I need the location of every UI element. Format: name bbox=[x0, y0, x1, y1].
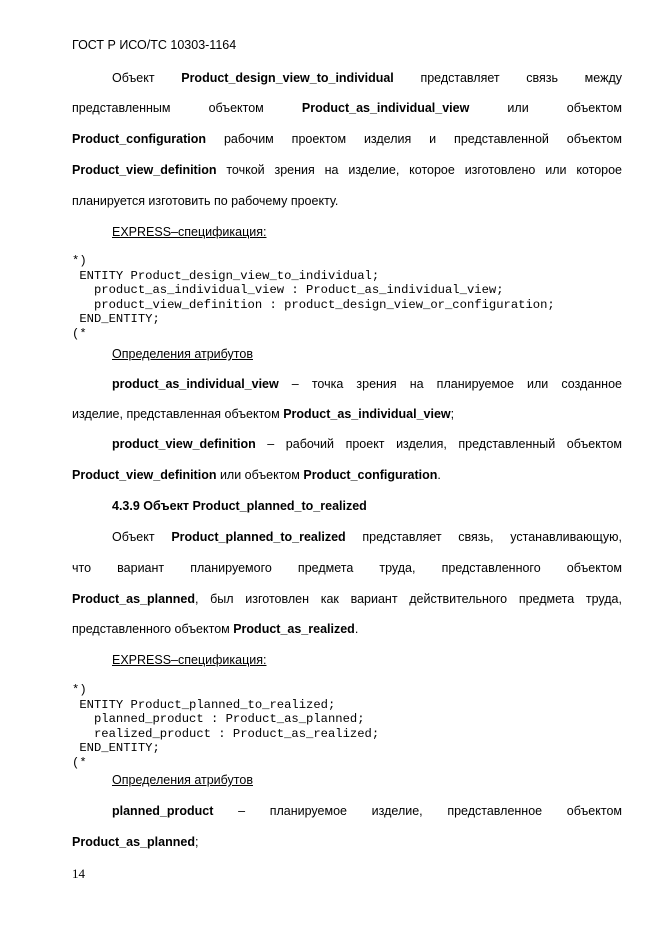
para1-line1: Объект Product_design_view_to_individual представляет связь между bbox=[112, 71, 622, 85]
para1-line3: Product_configuration рабочим проектом изделия и представленной объектом bbox=[72, 132, 622, 146]
para1-line5: планируется изготовить по рабочему проекту. bbox=[72, 194, 339, 208]
attr2-line2: Product_view_definition или объектом Product_configuration. bbox=[72, 468, 441, 482]
attr3-line2: Product_as_planned; bbox=[72, 835, 199, 849]
section-heading: 4.3.9 Объект Product_planned_to_realized bbox=[112, 499, 367, 513]
attr2-line1: product_view_definition – рабочий проект изделия, представленный объектом bbox=[112, 437, 622, 451]
attribute-definitions-label-1: Определения атрибутов bbox=[112, 347, 253, 361]
para1-line4: Product_view_definition точкой зрения на изделие, которое изготовлено или которое bbox=[72, 163, 622, 177]
para1-line2: представленным объектом Product_as_individual_view или объектом bbox=[72, 101, 622, 115]
attr1-line1: product_as_individual_view – точка зрения на планируемое или созданное bbox=[112, 377, 622, 391]
express-spec-label-2: EXPRESS–спецификация: bbox=[112, 653, 267, 667]
para2-line4: представленного объектом Product_as_realized. bbox=[72, 622, 359, 636]
para2-line2: что вариант планируемого предмета труда, представленного объектом bbox=[72, 561, 622, 575]
express-code-2: *) ENTITY Product_planned_to_realized; planned_product : Product_as_planned; realized_product : Product_as_realized; END_ENTITY; (* bbox=[72, 683, 380, 770]
attribute-definitions-label-2: Определения атрибутов bbox=[112, 773, 253, 787]
attr3-line1: planned_product – планируемое изделие, представленное объектом bbox=[112, 804, 622, 818]
document-header: ГОСТ Р ИСО/ТС 10303-1164 bbox=[72, 38, 237, 52]
para2-line1: Объект Product_planned_to_realized представляет связь, устанавливающую, bbox=[112, 530, 622, 544]
express-spec-label-1: EXPRESS–спецификация: bbox=[112, 225, 267, 239]
attr1-line2: изделие, представленная объектом Product_as_individual_view; bbox=[72, 407, 455, 421]
para2-line3: Product_as_planned, был изготовлен как вариант действительного предмета труда, bbox=[72, 592, 622, 606]
express-code-1: *) ENTITY Product_design_view_to_individual; product_as_individual_view : Product_as_individual_view; product_view_definition : product_design_view_or_configuration; END_ENTITY; (* bbox=[72, 254, 555, 341]
page-number: 14 bbox=[72, 866, 85, 881]
